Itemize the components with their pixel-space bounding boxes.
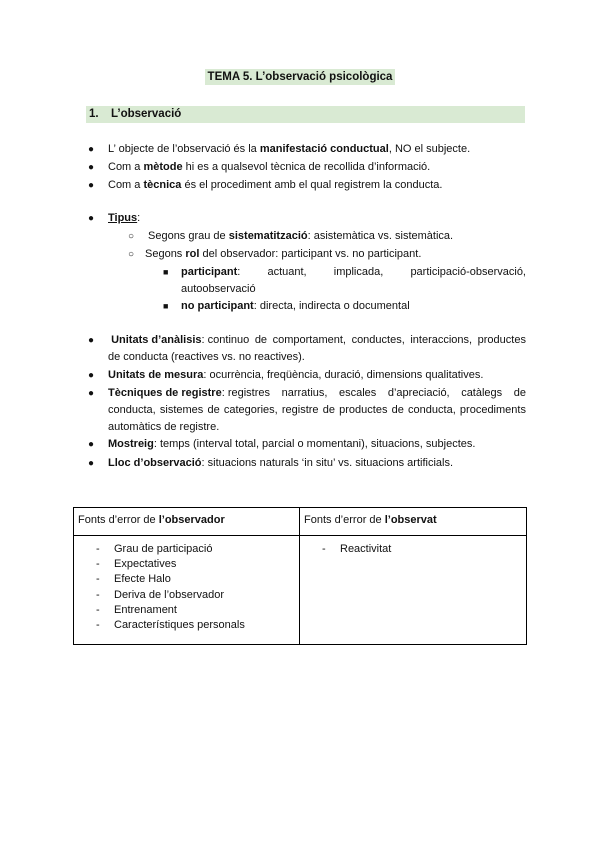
- tipus-item-rol: Segons rol del observador: participant vs. no participant.: [145, 248, 422, 260]
- subitem-no-participant: no participant: directa, indirecta o documental: [181, 300, 410, 312]
- intro-item-3: Com a tècnica és el procediment amb el qual registrem la conducta.: [108, 179, 443, 191]
- square-bullet-icon: ■: [163, 301, 169, 311]
- unitats-analisi-item: Unitats d’anàlisis: continuo de comportament, conductes, interaccions, productes de conducta (reactives vs. no reactives).: [108, 334, 526, 363]
- header-observat: Fonts d’error de l’observat: [300, 508, 527, 536]
- table-row: [74, 536, 527, 645]
- observat-errors-cell: [300, 536, 527, 645]
- tipus-heading: Tipus:: [108, 212, 141, 224]
- circle-bullet-icon: ○: [128, 249, 135, 260]
- title-wrap: [0, 71, 600, 83]
- list-item: - Expectatives: [96, 558, 177, 571]
- page-title: TEMA 5. L’observació psicològica: [205, 69, 396, 85]
- subitem-participant: participant: actuant, implicada, participació-observació, autoobservació: [181, 266, 526, 295]
- list-item: - Grau de participació: [96, 543, 213, 555]
- square-bullet-icon: ■: [163, 267, 169, 277]
- section-number: 1.: [89, 108, 99, 120]
- intro-item-1: L’ objecte de l’observació és la manifestació conductual, NO el subjecte.: [108, 143, 471, 155]
- tecniques-registre-item: Tècniques de registre: registres narratius, escales d’apreciació, catàlegs de conducta, sistemes de categories, registre de productes de conducta, procediments automàtics de registre.: [108, 387, 526, 433]
- intro-item-2: Com a mètode hi es a qualsevol tècnica de recollida d’informació.: [108, 161, 431, 173]
- unitats-mesura-item: Unitats de mesura: ocurrència, freqüència, duració, dimensions qualitatives.: [108, 369, 484, 381]
- tipus-item-sistematitzacio: Segons grau de sistematització: asistemàtica vs. sistemàtica.: [148, 230, 454, 242]
- bullet-icon: ●: [88, 162, 95, 173]
- observador-errors-cell: [74, 536, 300, 645]
- bullet-icon: ●: [88, 370, 95, 381]
- bullet-icon: ●: [88, 213, 95, 224]
- table-header-row: [74, 508, 527, 536]
- mostreig-item: Mostreig: temps (interval total, parcial o momentani), situacions, subjectes.: [108, 438, 476, 450]
- list-item: - Efecte Halo: [96, 573, 171, 586]
- bullet-icon: ●: [88, 458, 95, 469]
- section-heading: [86, 106, 525, 123]
- error-sources-table: [73, 507, 527, 645]
- lloc-observacio-item: Lloc d’observació: situacions naturals ‘in situ’ vs. situacions artificials.: [108, 457, 454, 469]
- circle-bullet-icon: ○: [128, 231, 135, 242]
- header-observador: Fonts d’error de l’observador: [74, 508, 300, 536]
- bullet-icon: ●: [88, 180, 95, 191]
- list-item: - Característiques personals: [96, 619, 245, 632]
- bullet-icon: ●: [88, 388, 95, 399]
- list-item: - Entrenament: [96, 603, 177, 616]
- section-label: L’observació: [111, 108, 182, 120]
- list-item: - Deriva de l’observador: [96, 588, 225, 601]
- bullet-icon: ●: [88, 144, 95, 155]
- list-item: - Reactivitat: [322, 543, 392, 555]
- bullet-icon: ●: [88, 335, 95, 346]
- bullet-icon: ●: [88, 439, 95, 450]
